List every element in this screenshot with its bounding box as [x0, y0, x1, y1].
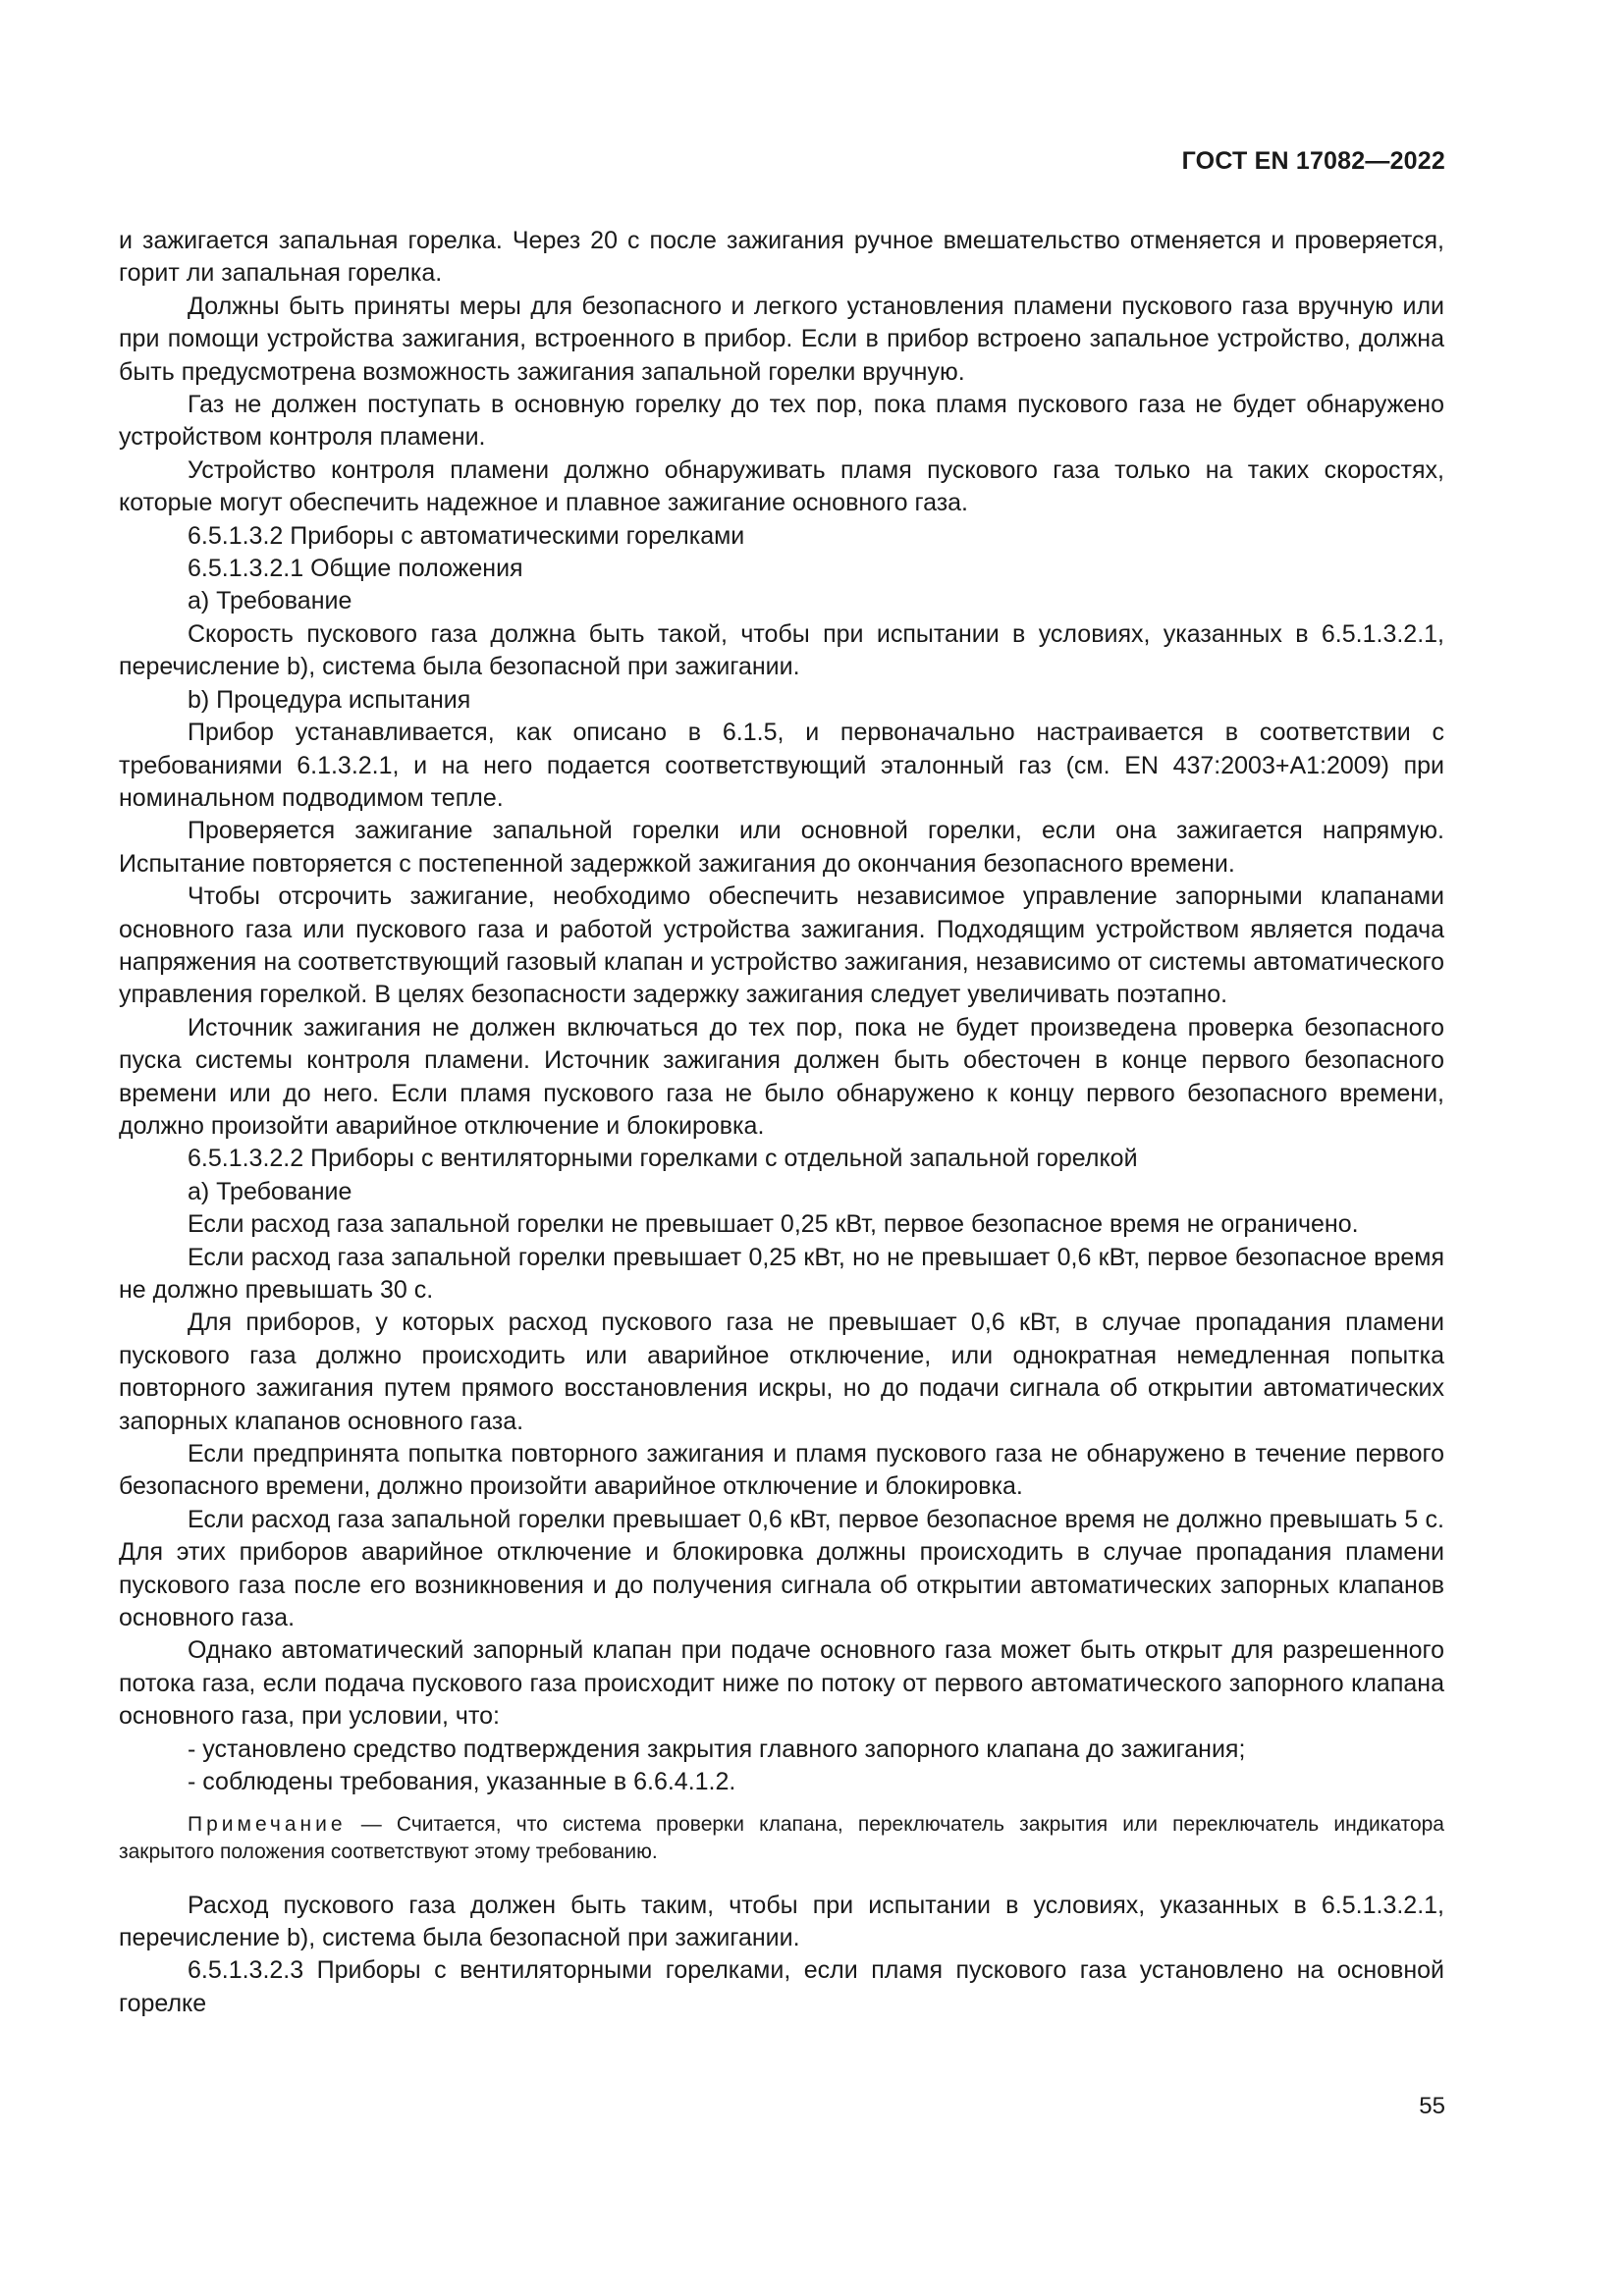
paragraph: Если расход газа запальной горелки не превышает 0,25 кВт, первое безопасное время не ограничено.: [188, 1210, 1359, 1239]
note: [119, 1811, 1444, 1866]
paragraph: Должны быть приняты меры для безопасного и легкого установления пламени пускового газа вручную или при помощи устройства зажигания, встроенного в прибор. Если в прибор встроено запальное устройство, должна быть предусмотрена возможность зажигания запальной горелки вручную.: [119, 292, 1444, 386]
paragraph: Если расход газа запальной горелки превышает 0,25 кВт, но не превышает 0,6 кВт, первое безопасное время не должно превышать 30 с.: [119, 1243, 1444, 1304]
list-label: b) Процедура испытания: [188, 685, 471, 714]
paragraph: Для приборов, у которых расход пускового газа не превышает 0,6 кВт, в случае пропадания пламени пускового газа должно происходить или аварийное отключение, или однократная немедленная попытка повторного зажигания путем прямого восстановления искры, но до подачи сигнала об открытии автоматических запорных клапанов основного газа.: [119, 1308, 1444, 1435]
note-text: — Считается, что система проверки клапана, переключатель закрытия или переключатель индикатора закрытого положения соответствуют этому требованию.: [119, 1812, 1444, 1863]
list-item: - соблюдены требования, указанные в 6.6.4.1.2.: [188, 1768, 736, 1796]
document-header: ГОСТ EN 17082—2022: [1181, 147, 1445, 175]
list-label: a) Требование: [188, 587, 352, 615]
paragraph: и зажигается запальная горелка. Через 20 с после зажигания ручное вмешательство отменяется и проверяется, горит ли запальная горелка.: [119, 227, 1444, 288]
document-body: [119, 225, 1444, 2020]
note-label: Примечание: [188, 1812, 347, 1836]
paragraph: Прибор устанавливается, как описано в 6.1.5, и первоначально настраивается в соответствии с требованиями 6.1.3.2.1, и на него подается соответствующий эталонный газ (см. EN 437:2003+A1:2009) при номинальном подводимом тепле.: [119, 719, 1444, 812]
paragraph: Скорость пускового газа должна быть такой, чтобы при испытании в условиях, указанных в 6.5.1.3.2.1, перечисление b), система была безопасной при зажигании.: [119, 619, 1444, 681]
section-heading: 6.5.1.3.2.2 Приборы с вентиляторными горелками с отдельной запальной горелкой: [188, 1145, 1138, 1173]
paragraph: Устройство контроля пламени должно обнаруживать пламя пускового газа только на таких скоростях, которые могут обеспечить надежное и плавное зажигание основного газа.: [119, 455, 1444, 517]
list-item: - установлено средство подтверждения закрытия главного запорного клапана до зажигания;: [188, 1735, 1246, 1763]
section-heading: 6.5.1.3.2.1 Общие положения: [188, 555, 523, 583]
list-label: a) Требование: [188, 1177, 352, 1205]
paragraph: Проверяется зажигание запальной горелки или основной горелки, если она зажигается напрямую. Испытание повторяется с постепенной задержкой зажигания до окончания безопасного времени.: [119, 817, 1444, 878]
section-heading: 6.5.1.3.2.3 Приборы с вентиляторными горелками, если пламя пускового газа установлено на основной горелке: [119, 1956, 1444, 2017]
paragraph: Расход пускового газа должен быть таким, чтобы при испытании в условиях, указанных в 6.5.1.3.2.1, перечисление b), система была безопасной при зажигании.: [119, 1891, 1444, 1951]
paragraph: Однако автоматический запорный клапан при подаче основного газа может быть открыт для разрешенного потока газа, если подача пускового газа происходит ниже по потоку от первого автоматического запорного клапана основного газа, при условии, что:: [119, 1636, 1444, 1731]
paragraph: Источник зажигания не должен включаться до тех пор, пока не будет произведена проверка безопасного пуска системы контроля пламени. Источник зажигания должен быть обесточен в конце первого безопасного времени или до него. Если пламя пускового газа не было обнаружено к концу первого безопасного времени, должно произойти аварийное отключение и блокировка.: [119, 1013, 1444, 1140]
page-number: 55: [1419, 2093, 1445, 2119]
section-heading: 6.5.1.3.2 Приборы с автоматическими горелками: [188, 521, 745, 550]
paragraph: Если расход газа запальной горелки превышает 0,6 кВт, первое безопасное время не должно превышать 5 с. Для этих приборов аварийное отключение и блокировка должны происходить в случае пропадания пламени пускового газа после его возникновения и до получения сигнала об открытии автоматических запорных клапанов основного газа.: [119, 1505, 1444, 1632]
paragraph: Газ не должен поступать в основную горелку до тех пор, пока пламя пускового газа не будет обнаружено устройством контроля пламени.: [119, 391, 1444, 452]
paragraph: Если предпринята попытка повторного зажигания и пламя пускового газа не обнаружено в течение первого безопасного времени, должно произойти аварийное отключение и блокировка.: [119, 1440, 1444, 1501]
paragraph: Чтобы отсрочить зажигание, необходимо обеспечить независимое управление запорными клапанами основного газа или пускового газа и работой устройства зажигания. Подходящим устройством является подача напряжения на соответствующий газовый клапан и устройство зажигания, независимо от системы автоматического управления горелкой. В целях безопасности задержку зажигания следует увеличивать поэтапно.: [119, 882, 1444, 1009]
